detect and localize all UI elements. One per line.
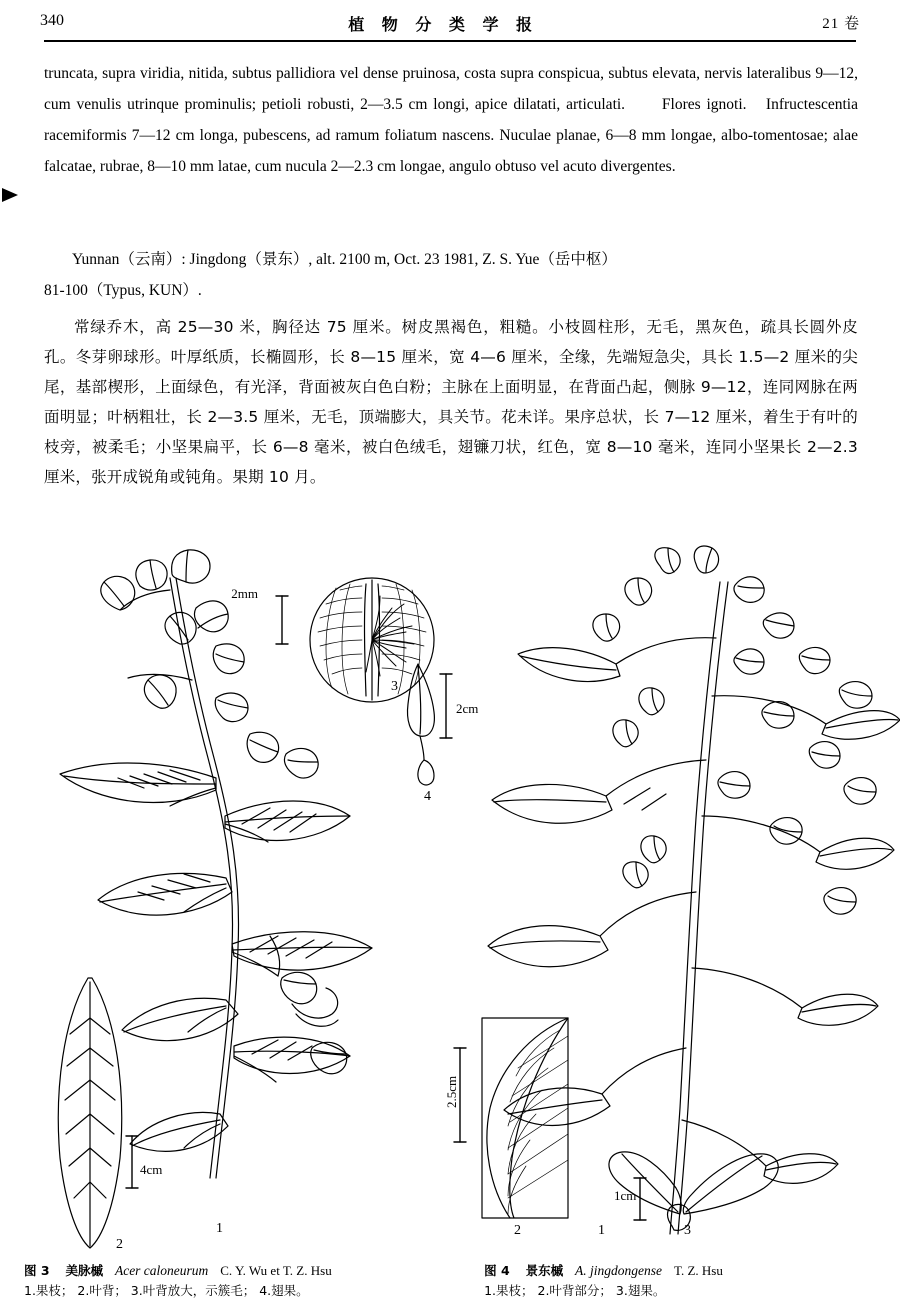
margin-arrow-marker (2, 188, 18, 202)
running-head (40, 12, 860, 42)
figure-panel (20, 548, 886, 1252)
left-item-1: 1 (216, 1221, 223, 1236)
figure-captions (24, 1261, 876, 1301)
right-item-1: 1 (598, 1223, 605, 1238)
fig4-authors: T. Z. Hsu (674, 1263, 723, 1278)
fig3-name-zh: 美脉槭 (65, 1263, 103, 1278)
fig3-items: 1.果枝； 2.叶背； 3.叶背放大，示簇毛； 4.翅果。 (24, 1283, 309, 1298)
page-number: 340 (40, 12, 64, 29)
left-item-2: 2 (116, 1237, 123, 1252)
volume-label: 21 卷 (822, 16, 860, 32)
left-item-3: 3 (391, 679, 398, 694)
caption-figure-3 (24, 1261, 416, 1301)
chinese-description (44, 312, 858, 492)
fig4-items: 1.果枝； 2.叶背部分； 3.翅果。 (484, 1283, 666, 1298)
fig3-number: 图 3 (24, 1263, 50, 1278)
caption-figure-4 (464, 1261, 876, 1301)
left-item-4: 4 (424, 789, 431, 804)
scale-label-4cm: 4cm (140, 1162, 163, 1177)
fig4-name-zh: 景东槭 (525, 1263, 564, 1278)
fig4-number: 图 4 (484, 1263, 510, 1278)
scale-label-2cm: 2cm (456, 701, 479, 716)
header-rule (44, 40, 856, 42)
scale-label-2mm: 2mm (231, 586, 258, 601)
fig3-name-latin: Acer caloneurum (114, 1263, 209, 1278)
latin-description (44, 58, 858, 182)
type-citation (44, 244, 858, 306)
right-item-2: 2 (514, 1223, 521, 1238)
chinese-paragraph: 常绿乔木，高 25—30 米，胸径达 75 厘米。树皮黑褐色，粗糙。小枝圆柱形，无毛，黑灰色，疏具长圆外皮孔。冬芽卵球形。叶厚纸质，长椭圆形，长 8—15 厘米，宽 4—6 厘米，全缘，先端短急尖，具长 1.5—2 厘米的尖尾，基部楔形，上面绿色，有光泽，背面被灰白色白粉；主脉在上面明显，在背面凸起，侧脉 9—12，连同网脉在两面明显；叶柄粗壮，长 2—3.5 厘米，无毛，顶端膨大，具关节。花未详。果序总状，长 7—12 厘米，着生于有叶的枝旁，被柔毛；小坚果扁平，长 6—8 毫米，被白色绒毛，翅镰刀状，红色，宽 8—10 毫米，连同小坚果长 2—2.3 厘米，张开成锐角或钝角。果期 10 月。 (44, 318, 858, 486)
latin-paragraph: truncata, supra viridia, nitida, subtus pallidiora vel dense pruinosa, costa supra conspicua, subtus elevata, nervis lateralibus 9—12, cum venulis utrinque prominulis; petioli robusti, 2—3.5 cm longi, apice dilatati, articulati. Flores ignoti. Infructescentia racemiformis 7—12 cm longa, pubescens, ad ramum foliatum nascens. Nuculae planae, 6—8 mm longae, albo-tomentosae; alae falcatae, rubrae, 8—10 mm latae, cum nucula 2—2.3 cm longae, angulo obtuso vel acuto divergentes. (44, 65, 858, 175)
fig4-name-latin: A. jingdongense (575, 1263, 663, 1278)
fig3-authors: C. Y. Wu et T. Z. Hsu (220, 1263, 332, 1278)
scale-label-2.5cm: 2.5cm (444, 1075, 459, 1108)
botanical-illustrations (20, 548, 886, 1252)
scale-label-1cm: 1cm (614, 1188, 637, 1203)
journal-title: 植 物 分 类 学 报 (348, 15, 539, 34)
citation-line-1: Yunnan（云南）: Jingdong（景东）, alt. 2100 m, Oct. 23 1981, Z. S. Yue（岳中枢） (72, 251, 617, 268)
right-item-3: 3 (684, 1223, 691, 1238)
citation-line-2: 81-100（Typus, KUN）. (44, 282, 202, 299)
